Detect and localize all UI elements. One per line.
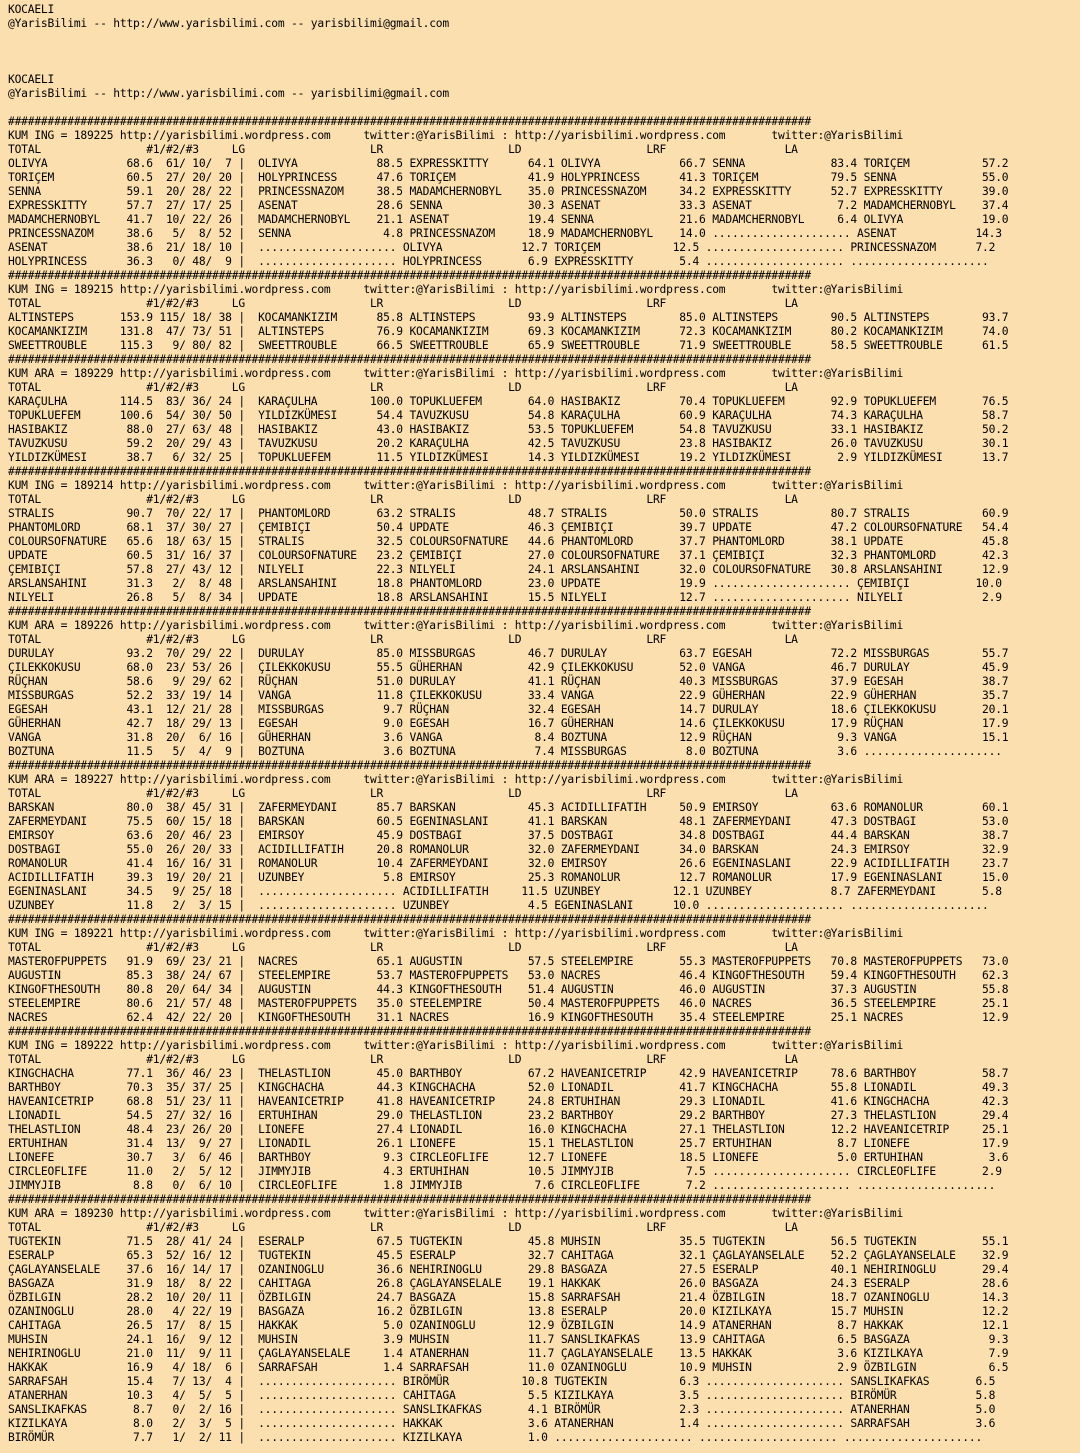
table-row: ÖZBILGIN 28.2 10/ 20/ 11 | ÖZBILGIN 24.7 BASGAZA 15.8 SARRAFSAH 21.4 ÖZBILGIN 18.7 OZANINOGLU 14.3	[8, 1291, 1009, 1304]
table-row: EXPRESSKITTY 57.7 27/ 17/ 25 | ASENAT 28.6 SENNA 30.3 ASENAT 33.3 ASENAT 7.2 MADAMCHERNOBYL 37.4	[8, 199, 1009, 212]
table-row: YILDIZKÜMESI 38.7 6/ 32/ 25 | TOPUKLUEFEM 11.5 YILDIZKÜMESI 14.3 YILDIZKÜMESI 19.2 YILDIZKÜMESI 2.9 YILDIZKÜMESI 13.7	[8, 451, 1009, 464]
table-row: UZUNBEY 11.8 2/ 3/ 15 | ..................... UZUNBEY 4.5 EGENINASLANI 10.0 ..................... .....................	[8, 899, 989, 912]
results-document	[8, 3, 1008, 1445]
table-row: ÇAGLAYANSELALE 37.6 16/ 14/ 17 | OZANINOGLU 36.6 NEHIRINOGLU 29.8 BASGAZA 27.5 ESERALP 40.1 NEHIRINOGLU 29.4	[8, 1263, 1009, 1276]
header-line: @YarisBilimi -- http://www.yarisbilimi.com -- yarisbilimi@gmail.com	[8, 17, 449, 30]
race-title: KUM ING = 189221 http://yarisbilimi.wordpress.com twitter:@YarisBilimi : http://yarisbilimi.wordpress.com twitter:@YarisBilimi	[8, 927, 904, 940]
column-headers: TOTAL #1/#2/#3 LG LR LD LRF LA	[8, 143, 798, 156]
table-row: PHANTOMLORD 68.1 37/ 30/ 27 | ÇEMIBIÇI 50.4 UPDATE 46.3 ÇEMIBIÇI 39.7 UPDATE 47.2 COLOURSOFNATURE 54.4	[8, 521, 1009, 534]
table-row: DURULAY 93.2 70/ 29/ 22 | DURULAY 85.0 MISSBURGAS 46.7 DURULAY 63.7 EGESAH 72.2 MISSBURGAS 55.7	[8, 647, 1009, 660]
table-row: TAVUZKUSU 59.2 20/ 29/ 43 | TAVUZKUSU 20.2 KARAÇULHA 42.5 TAVUZKUSU 23.8 HASIBAKIZ 26.0 TAVUZKUSU 30.1	[8, 437, 1009, 450]
header-line	[8, 31, 1008, 45]
race-title: KUM ING = 189214 http://yarisbilimi.wordpress.com twitter:@YarisBilimi : http://yarisbilimi.wordpress.com twitter:@YarisBilimi	[8, 479, 904, 492]
table-row: LIONADIL 54.5 27/ 32/ 16 | ERTUHIHAN 29.0 THELASTLION 23.2 BARTHBOY 29.2 BARTHBOY 27.3 THELASTLION 29.4	[8, 1109, 1009, 1122]
table-row: ESERALP 65.3 52/ 16/ 12 | TUGTEKIN 45.5 ESERALP 32.7 CAHITAGA 32.1 ÇAGLAYANSELALE 52.2 ÇAGLAYANSELALE 32.9	[8, 1249, 1009, 1262]
table-row: KINGCHACHA 77.1 36/ 46/ 23 | THELASTLION 45.0 BARTHBOY 67.2 HAVEANICETRIP 42.9 HAVEANICETRIP 78.6 BARTHBOY 58.7	[8, 1067, 1009, 1080]
column-headers: TOTAL #1/#2/#3 LG LR LD LRF LA	[8, 1053, 798, 1066]
column-headers: TOTAL #1/#2/#3 LG LR LD LRF LA	[8, 297, 798, 310]
section-separator: ##########################################################################################################################	[8, 115, 811, 128]
table-row: BARSKAN 80.0 38/ 45/ 31 | ZAFERMEYDANI 85.7 BARSKAN 45.3 ACIDILLIFATIH 50.9 EMIRSOY 63.6 ROMANOLUR 60.1	[8, 801, 1009, 814]
race-title: KUM ING = 189215 http://yarisbilimi.wordpress.com twitter:@YarisBilimi : http://yarisbilimi.wordpress.com twitter:@YarisBilimi	[8, 283, 904, 296]
table-row: ÇEMIBIÇI 57.8 27/ 43/ 12 | NILYELI 22.3 NILYELI 24.1 ARSLANSAHINI 32.0 COLOURSOFNATURE 30.8 ARSLANSAHINI 12.9	[8, 563, 1009, 576]
table-row: ZAFERMEYDANI 75.5 60/ 15/ 18 | BARSKAN 60.5 EGENINASLANI 41.1 BARSKAN 48.1 ZAFERMEYDANI 47.3 DOSTBAGI 53.0	[8, 815, 1009, 828]
header-line: KOCAELI	[8, 73, 55, 86]
table-row: ROMANOLUR 41.4 16/ 16/ 31 | ROMANOLUR 10.4 ZAFERMEYDANI 32.0 EMIRSOY 26.6 EGENINASLANI 22.9 ACIDILLIFATIH 23.7	[8, 857, 1009, 870]
table-row: AUGUSTIN 85.3 38/ 24/ 67 | STEELEMPIRE 53.7 MASTEROFPUPPETS 53.0 NACRES 46.4 KINGOFTHESOUTH 59.4 KINGOFTHESOUTH 62.3	[8, 969, 1009, 982]
header-line	[8, 59, 1008, 73]
table-row: COLOURSOFNATURE 65.6 18/ 63/ 15 | STRALIS 32.5 COLOURSOFNATURE 44.6 PHANTOMLORD 37.7 PHANTOMLORD 38.1 UPDATE 45.8	[8, 535, 1009, 548]
race-title: KUM ING = 189225 http://yarisbilimi.wordpress.com twitter:@YarisBilimi : http://yarisbilimi.wordpress.com twitter:@YarisBilimi	[8, 129, 904, 142]
table-row: SENNA 59.1 20/ 28/ 22 | PRINCESSNAZOM 38.5 MADAMCHERNOBYL 35.0 PRINCESSNAZOM 34.2 EXPRESSKITTY 52.7 EXPRESSKITTY 39.0	[8, 185, 1009, 198]
table-row: ALTINSTEPS 153.9 115/ 18/ 38 | KOCAMANKIZIM 85.8 ALTINSTEPS 93.9 ALTINSTEPS 85.0 ALTINSTEPS 90.5 ALTINSTEPS 93.7	[8, 311, 1009, 324]
table-row: BOZTUNA 11.5 5/ 4/ 9 | BOZTUNA 3.6 BOZTUNA 7.4 MISSBURGAS 8.0 BOZTUNA 3.6 .....................	[8, 745, 1002, 758]
header-line	[8, 45, 1008, 59]
table-row: UPDATE 60.5 31/ 16/ 37 | COLOURSOFNATURE 23.2 ÇEMIBIÇI 27.0 COLOURSOFNATURE 37.1 ÇEMIBIÇI 32.3 PHANTOMLORD 42.3	[8, 549, 1009, 562]
column-headers: TOTAL #1/#2/#3 LG LR LD LRF LA	[8, 1221, 798, 1234]
table-row: KARAÇULHA 114.5 83/ 36/ 24 | KARAÇULHA 100.0 TOPUKLUEFEM 64.0 HASIBAKIZ 70.4 TOPUKLUEFEM 92.9 TOPUKLUEFEM 76.5	[8, 395, 1009, 408]
table-row: OZANINOGLU 28.0 4/ 22/ 19 | BASGAZA 16.2 ÖZBILGIN 13.8 ESERALP 20.0 KIZILKAYA 15.7 MUHSIN 12.2	[8, 1305, 1009, 1318]
table-row: SANSLIKAFKAS 8.7 0/ 2/ 16 | ..................... SANSLIKAFKAS 4.1 BIRÖMÜR 2.3 ..................... ATANERHAN 5.0	[8, 1403, 996, 1416]
table-row: MUHSIN 24.1 16/ 9/ 12 | MUHSIN 3.9 MUHSIN 11.7 SANSLIKAFKAS 13.9 CAHITAGA 6.5 BASGAZA 9.3	[8, 1333, 1009, 1346]
table-row: ERTUHIHAN 31.4 13/ 9/ 27 | LIONADIL 26.1 LIONEFE 15.1 THELASTLION 25.7 ERTUHIHAN 8.7 LIONEFE 17.9	[8, 1137, 1009, 1150]
table-row: HAKKAK 16.9 4/ 18/ 6 | SARRAFSAH 1.4 SARRAFSAH 11.0 OZANINOGLU 10.9 MUHSIN 2.9 ÖZBILGIN 6.5	[8, 1361, 1009, 1374]
table-row: RÜÇHAN 58.6 9/ 29/ 62 | RÜÇHAN 51.0 DURULAY 41.1 RÜÇHAN 40.3 MISSBURGAS 37.9 EGESAH 38.7	[8, 675, 1009, 688]
section-separator: ##########################################################################################################################	[8, 759, 811, 772]
section-separator: ##########################################################################################################################	[8, 465, 811, 478]
section-separator: ##########################################################################################################################	[8, 353, 811, 366]
table-row: BASGAZA 31.9 18/ 8/ 22 | CAHITAGA 26.8 ÇAGLAYANSELALE 19.1 HAKKAK 26.0 BASGAZA 24.3 ESERALP 28.6	[8, 1277, 1009, 1290]
race-title: KUM ARA = 189226 http://yarisbilimi.wordpress.com twitter:@YarisBilimi : http://yarisbilimi.wordpress.com twitter:@YarisBilimi	[8, 619, 904, 632]
table-row: SWEETTROUBLE 115.3 9/ 80/ 82 | SWEETTROUBLE 66.5 SWEETTROUBLE 65.9 SWEETTROUBLE 71.9 SWEETTROUBLE 58.5 SWEETTROUBLE 61.5	[8, 339, 1009, 352]
table-row: DOSTBAGI 55.0 26/ 20/ 33 | ACIDILLIFATIH 20.8 ROMANOLUR 32.0 ZAFERMEYDANI 34.0 BARSKAN 24.3 EMIRSOY 32.9	[8, 843, 1009, 856]
table-row: NACRES 62.4 42/ 22/ 20 | KINGOFTHESOUTH 31.1 NACRES 16.9 KINGOFTHESOUTH 35.4 STEELEMPIRE 25.1 NACRES 12.9	[8, 1011, 1009, 1024]
header-line: @YarisBilimi -- http://www.yarisbilimi.com -- yarisbilimi@gmail.com	[8, 87, 449, 100]
table-row: EGESAH 43.1 12/ 21/ 28 | MISSBURGAS 9.7 RÜÇHAN 32.4 EGESAH 14.7 DURULAY 18.6 ÇILEKKOKUSU 20.1	[8, 703, 1009, 716]
table-row: STEELEMPIRE 80.6 21/ 57/ 48 | MASTEROFPUPPETS 35.0 STEELEMPIRE 50.4 MASTEROFPUPPETS 46.0 NACRES 36.5 STEELEMPIRE 25.1	[8, 997, 1009, 1010]
table-row: KINGOFTHESOUTH 80.8 20/ 64/ 34 | AUGUSTIN 44.3 KINGOFTHESOUTH 51.4 AUGUSTIN 46.0 AUGUSTIN 37.3 AUGUSTIN 55.8	[8, 983, 1009, 996]
table-row: SARRAFSAH 15.4 7/ 13/ 4 | ..................... BIRÖMÜR 10.8 TUGTEKIN 6.3 ..................... SANSLIKAFKAS 6.5	[8, 1375, 996, 1388]
table-row: KOCAMANKIZIM 131.8 47/ 73/ 51 | ALTINSTEPS 76.9 KOCAMANKIZIM 69.3 KOCAMANKIZIM 72.3 KOCAMANKIZIM 80.2 KOCAMANKIZIM 74.0	[8, 325, 1009, 338]
table-row: TORIÇEM 60.5 27/ 20/ 20 | HOLYPRINCESS 47.6 TORIÇEM 41.9 HOLYPRINCESS 41.3 TORIÇEM 79.5 SENNA 55.0	[8, 171, 1009, 184]
race-title: KUM ARA = 189229 http://yarisbilimi.wordpress.com twitter:@YarisBilimi : http://yarisbilimi.wordpress.com twitter:@YarisBilimi	[8, 367, 904, 380]
table-row: HOLYPRINCESS 36.3 0/ 48/ 9 | ..................... HOLYPRINCESS 6.9 EXPRESSKITTY 5.4 ..................... .....................	[8, 255, 989, 268]
table-row: ÇILEKKOKUSU 68.0 23/ 53/ 26 | ÇILEKKOKUSU 55.5 GÜHERHAN 42.9 ÇILEKKOKUSU 52.0 VANGA 46.7 DURULAY 45.9	[8, 661, 1009, 674]
column-headers: TOTAL #1/#2/#3 LG LR LD LRF LA	[8, 381, 798, 394]
table-row: PRINCESSNAZOM 38.6 5/ 8/ 52 | SENNA 4.8 PRINCESSNAZOM 18.9 MADAMCHERNOBYL 14.0 ..................... ASENAT 14.3	[8, 227, 1002, 240]
section-separator: ##########################################################################################################################	[8, 913, 811, 926]
header-line: KOCAELI	[8, 3, 55, 16]
race-title: KUM ARA = 189230 http://yarisbilimi.wordpress.com twitter:@YarisBilimi : http://yarisbilimi.wordpress.com twitter:@YarisBilimi	[8, 1207, 904, 1220]
table-row: GÜHERHAN 42.7 18/ 29/ 13 | EGESAH 9.0 EGESAH 16.7 GÜHERHAN 14.6 ÇILEKKOKUSU 17.9 RÜÇHAN 17.9	[8, 717, 1009, 730]
table-row: NEHIRINOGLU 21.0 11/ 9/ 11 | ÇAGLAYANSELALE 1.4 ATANERHAN 11.7 ÇAGLAYANSELALE 13.5 HAKKAK 3.6 KIZILKAYA 7.9	[8, 1347, 1009, 1360]
table-row: TOPUKLUEFEM 100.6 54/ 30/ 50 | YILDIZKÜMESI 54.4 TAVUZKUSU 54.8 KARAÇULHA 60.9 KARAÇULHA 74.3 KARAÇULHA 58.7	[8, 409, 1009, 422]
table-row: MADAMCHERNOBYL 41.7 10/ 22/ 26 | MADAMCHERNOBYL 21.1 ASENAT 19.4 SENNA 21.6 MADAMCHERNOBYL 6.4 OLIVYA 19.0	[8, 213, 1009, 226]
section-separator: ##########################################################################################################################	[8, 1025, 811, 1038]
table-row: BIRÖMÜR 7.7 1/ 2/ 11 | ..................... KIZILKAYA 1.0 ..................... ..................... .....................	[8, 1431, 983, 1444]
race-title: KUM ING = 189222 http://yarisbilimi.wordpress.com twitter:@YarisBilimi : http://yarisbilimi.wordpress.com twitter:@YarisBilimi	[8, 1039, 904, 1052]
table-row: ATANERHAN 10.3 4/ 5/ 5 | ..................... CAHITAGA 5.5 KIZILKAYA 3.5 ..................... BIRÖMÜR 5.8	[8, 1389, 996, 1402]
section-separator: ##########################################################################################################################	[8, 1193, 811, 1206]
table-row: MISSBURGAS 52.2 33/ 19/ 14 | VANGA 11.8 ÇILEKKOKUSU 33.4 VANGA 22.9 GÜHERHAN 22.9 GÜHERHAN 35.7	[8, 689, 1009, 702]
table-row: EGENINASLANI 34.5 9/ 25/ 18 | ..................... ACIDILLIFATIH 11.5 UZUNBEY 12.1 UZUNBEY 8.7 ZAFERMEYDANI 5.8	[8, 885, 1002, 898]
table-row: OLIVYA 68.6 61/ 10/ 7 | OLIVYA 88.5 EXPRESSKITTY 64.1 OLIVYA 66.7 SENNA 83.4 TORIÇEM 57.2	[8, 157, 1009, 170]
table-row: VANGA 31.8 20/ 6/ 16 | GÜHERHAN 3.6 VANGA 8.4 BOZTUNA 12.9 RÜÇHAN 9.3 VANGA 15.1	[8, 731, 1009, 744]
table-row: STRALIS 90.7 70/ 22/ 17 | PHANTOMLORD 63.2 STRALIS 48.7 STRALIS 50.0 STRALIS 80.7 STRALIS 60.9	[8, 507, 1009, 520]
table-row: LIONEFE 30.7 3/ 6/ 46 | BARTHBOY 9.3 CIRCLEOFLIFE 12.7 LIONEFE 18.5 LIONEFE 5.0 ERTUHIHAN 3.6	[8, 1151, 1009, 1164]
column-headers: TOTAL #1/#2/#3 LG LR LD LRF LA	[8, 493, 798, 506]
header-line	[8, 101, 1008, 115]
table-row: CIRCLEOFLIFE 11.0 2/ 5/ 12 | JIMMYJIB 4.3 ERTUHIHAN 10.5 JIMMYJIB 7.5 ..................... CIRCLEOFLIFE 2.9	[8, 1165, 1002, 1178]
table-row: TUGTEKIN 71.5 28/ 41/ 24 | ESERALP 67.5 TUGTEKIN 45.8 MUHSIN 35.5 TUGTEKIN 56.5 TUGTEKIN 55.1	[8, 1235, 1009, 1248]
table-row: HASIBAKIZ 88.0 27/ 63/ 48 | HASIBAKIZ 43.0 HASIBAKIZ 53.5 TOPUKLUEFEM 54.8 TAVUZKUSU 33.1 HASIBAKIZ 50.2	[8, 423, 1009, 436]
table-row: ACIDILLIFATIH 39.3 19/ 20/ 21 | UZUNBEY 5.8 EMIRSOY 25.3 ROMANOLUR 12.7 ROMANOLUR 17.9 EGENINASLANI 15.0	[8, 871, 1009, 884]
column-headers: TOTAL #1/#2/#3 LG LR LD LRF LA	[8, 787, 798, 800]
table-row: ASENAT 38.6 21/ 18/ 10 | ..................... OLIVYA 12.7 TORIÇEM 12.5 ..................... PRINCESSNAZOM 7.2	[8, 241, 996, 254]
table-row: NILYELI 26.8 5/ 8/ 34 | UPDATE 18.8 ARSLANSAHINI 15.5 NILYELI 12.7 ..................... NILYELI 2.9	[8, 591, 1002, 604]
section-separator: ##########################################################################################################################	[8, 605, 811, 618]
table-row: KIZILKAYA 8.0 2/ 3/ 5 | ..................... HAKKAK 3.6 ATANERHAN 1.4 ..................... SARRAFSAH 3.6	[8, 1417, 996, 1430]
table-row: CAHITAGA 26.5 17/ 8/ 15 | HAKKAK 5.0 OZANINOGLU 12.9 ÖZBILGIN 14.9 ATANERHAN 8.7 HAKKAK 12.1	[8, 1319, 1009, 1332]
section-separator: ##########################################################################################################################	[8, 269, 811, 282]
table-row: BARTHBOY 70.3 35/ 37/ 25 | KINGCHACHA 44.3 KINGCHACHA 52.0 LIONADIL 41.7 KINGCHACHA 55.8 LIONADIL 49.3	[8, 1081, 1009, 1094]
table-row: THELASTLION 48.4 23/ 26/ 20 | LIONEFE 27.4 LIONADIL 16.0 KINGCHACHA 27.1 THELASTLION 12.2 HAVEANICETRIP 25.1	[8, 1123, 1009, 1136]
table-row: HAVEANICETRIP 68.8 51/ 23/ 11 | HAVEANICETRIP 41.8 HAVEANICETRIP 24.8 ERTUHIHAN 29.3 LIONADIL 41.6 KINGCHACHA 42.3	[8, 1095, 1009, 1108]
column-headers: TOTAL #1/#2/#3 LG LR LD LRF LA	[8, 633, 798, 646]
race-title: KUM ARA = 189227 http://yarisbilimi.wordpress.com twitter:@YarisBilimi : http://yarisbilimi.wordpress.com twitter:@YarisBilimi	[8, 773, 904, 786]
table-row: MASTEROFPUPPETS 91.9 69/ 23/ 21 | NACRES 65.1 AUGUSTIN 57.5 STEELEMPIRE 55.3 MASTEROFPUPPETS 70.8 MASTEROFPUPPETS 73.0	[8, 955, 1009, 968]
table-row: ARSLANSAHINI 31.3 2/ 8/ 48 | ARSLANSAHINI 18.8 PHANTOMLORD 23.0 UPDATE 19.9 ..................... ÇEMIBIÇI 10.0	[8, 577, 1002, 590]
table-row: EMIRSOY 63.6 20/ 46/ 23 | EMIRSOY 45.9 DOSTBAGI 37.5 DOSTBAGI 34.8 DOSTBAGI 44.4 BARSKAN 38.7	[8, 829, 1009, 842]
table-row: JIMMYJIB 8.8 0/ 6/ 10 | CIRCLEOFLIFE 1.8 JIMMYJIB 7.6 CIRCLEOFLIFE 7.2 ..................... .....................	[8, 1179, 996, 1192]
column-headers: TOTAL #1/#2/#3 LG LR LD LRF LA	[8, 941, 798, 954]
